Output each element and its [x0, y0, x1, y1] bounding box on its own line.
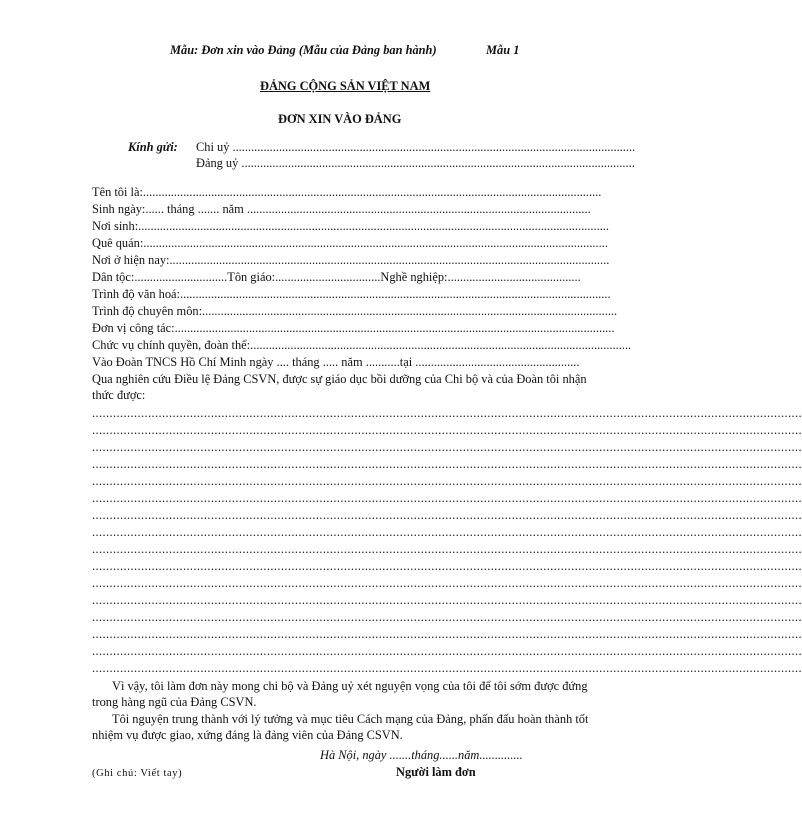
writing-line[interactable]: ...........................................................................................................................................................................................................	[92, 661, 802, 675]
closing-paragraph-1-continued: trong hàng ngũ của Đảng CSVN.	[92, 695, 257, 709]
place-and-date[interactable]: Hà Nội, ngày .......tháng......năm..............	[320, 748, 523, 762]
recipient-dang-uy: Đảng uỷ ...............................................................................................................................	[196, 156, 635, 170]
document-title: ĐƠN XIN VÀO ĐẢNG	[278, 112, 402, 126]
writing-line[interactable]: ...........................................................................................................................................................................................................	[92, 593, 802, 607]
study-intro: Qua nghiên cứu Điều lệ Đảng CSVN, được sự giáo dục bồi dưỡng của Chi bộ và của Đoàn tôi nhận	[92, 372, 587, 386]
writing-line[interactable]: ...........................................................................................................................................................................................................	[92, 576, 802, 590]
writing-line[interactable]: ...........................................................................................................................................................................................................	[92, 474, 802, 488]
signer-label: Người làm đơn	[396, 765, 476, 779]
closing-paragraph-2-continued: nhiệm vụ được giao, xứng đáng là đảng viên của Đảng CSVN.	[92, 728, 403, 742]
recipient-chi-uy: Chi uỷ ..................................................................................................................................	[196, 140, 636, 154]
writing-line[interactable]: ...........................................................................................................................................................................................................	[92, 423, 802, 437]
writing-line[interactable]: ...........................................................................................................................................................................................................	[92, 627, 802, 641]
party-name: ĐẢNG CỘNG SẢN VIỆT NAM	[260, 79, 431, 93]
handwritten-note: (Ghi chú: Viết tay)	[92, 768, 183, 779]
field-education-level[interactable]: Trình độ văn hoá:...........................................................................................................................................	[92, 287, 611, 301]
writing-line[interactable]: ...........................................................................................................................................................................................................	[92, 491, 802, 505]
writing-line[interactable]: ...........................................................................................................................................................................................................	[92, 457, 802, 471]
writing-line[interactable]: ...........................................................................................................................................................................................................	[92, 644, 802, 658]
field-birth-date[interactable]: Sinh ngày:...... tháng ....... năm ...............................................................................................................	[92, 202, 591, 216]
form-caption: Mẫu: Đơn xin vào Đảng (Mẫu của Đảng ban hành)	[170, 43, 437, 57]
field-birthplace[interactable]: Nơi sinh:........................................................................................................................................................	[92, 219, 609, 233]
field-professional-level[interactable]: Trình độ chuyên môn:......................................................................................................................................	[92, 304, 618, 318]
writing-line[interactable]: ...........................................................................................................................................................................................................	[92, 508, 802, 522]
writing-line[interactable]: ...........................................................................................................................................................................................................	[92, 610, 802, 624]
field-full-name[interactable]: Tên tôi là:....................................................................................................................................................	[92, 185, 602, 199]
writing-line[interactable]: ...........................................................................................................................................................................................................	[92, 542, 802, 556]
field-workplace[interactable]: Đơn vị công tác:..............................................................................................................................................	[92, 321, 615, 335]
closing-paragraph-2: Tôi nguyện trung thành với lý tưởng và mục tiêu Cách mạng của Đảng, phấn đấu hoàn thành tốt	[112, 712, 589, 726]
writing-line[interactable]: ...........................................................................................................................................................................................................	[92, 525, 802, 539]
recipient-label: Kính gửi:	[128, 140, 178, 154]
field-hometown[interactable]: Quê quán:......................................................................................................................................................	[92, 236, 608, 250]
writing-line[interactable]: ...........................................................................................................................................................................................................	[92, 406, 802, 420]
field-current-residence[interactable]: Nơi ở hiện nay:..............................................................................................................................................	[92, 253, 610, 267]
field-positions[interactable]: Chức vụ chính quyền, đoàn thể:...........................................................................................................................	[92, 338, 632, 352]
writing-line[interactable]: ...........................................................................................................................................................................................................	[92, 440, 802, 454]
field-youth-union-join[interactable]: Vào Đoàn TNCS Hồ Chí Minh ngày .... tháng ..... năm ...........tại .....................................................	[92, 355, 580, 369]
closing-paragraph-1: Vì vậy, tôi làm đơn này mong chi bộ và Đảng uỷ xét nguyện vọng của tôi để tôi sớm được đứng	[112, 679, 588, 693]
form-number: Mẫu 1	[486, 43, 520, 57]
writing-line[interactable]: ...........................................................................................................................................................................................................	[92, 559, 802, 573]
field-ethnicity-religion-occupation[interactable]: Dân tộc:..............................Tôn giáo:..................................Nghề nghiệp:...........................................	[92, 270, 581, 284]
study-intro-continued: thức được:	[92, 388, 146, 402]
